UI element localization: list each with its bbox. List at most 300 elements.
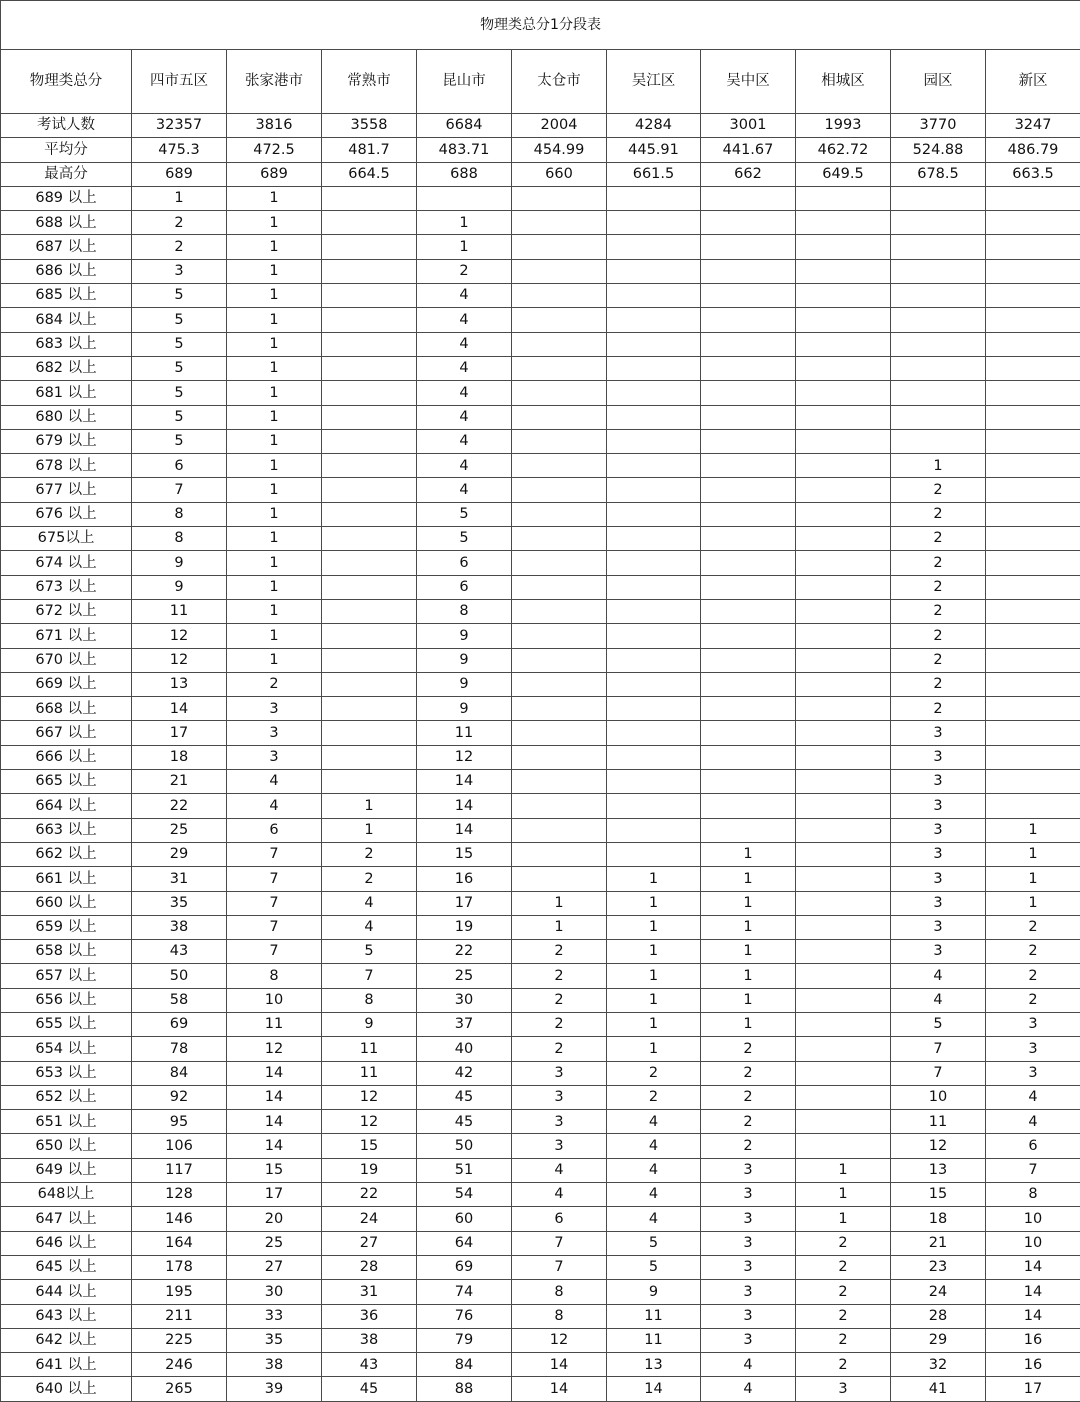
count-cell [796,915,891,939]
table-row [1,1061,1080,1085]
count-cell [701,697,796,721]
count-cell [796,818,891,842]
count-cell [701,575,796,599]
count-cell: 14 [986,1255,1080,1279]
stat-cell: 689 [227,162,322,186]
count-cell: 1 [607,988,701,1012]
count-cell: 5 [607,1231,701,1255]
count-cell [986,356,1080,380]
count-cell: 17 [417,891,512,915]
stat-cell: 486.79 [986,138,1080,162]
count-cell [512,454,607,478]
count-cell [417,186,512,210]
count-cell: 30 [227,1280,322,1304]
count-cell [986,235,1080,259]
count-cell [607,356,701,380]
count-cell: 7 [986,1158,1080,1182]
count-cell [512,721,607,745]
count-cell: 7 [227,842,322,866]
count-cell [322,478,417,502]
count-cell [607,624,701,648]
stat-label: 最高分 [1,162,132,186]
count-cell: 31 [132,867,227,891]
count-cell: 3 [701,1158,796,1182]
count-cell: 12 [322,1110,417,1134]
count-cell: 14 [417,818,512,842]
count-cell [322,284,417,308]
count-cell [322,356,417,380]
count-cell [322,259,417,283]
count-cell: 2 [891,575,986,599]
count-cell [701,454,796,478]
count-cell: 9 [417,648,512,672]
count-cell [796,429,891,453]
count-cell [891,429,986,453]
count-cell [986,405,1080,429]
count-cell [322,186,417,210]
table-row [1,697,1080,721]
count-cell [512,672,607,696]
count-cell: 4 [417,284,512,308]
count-cell [322,721,417,745]
count-cell [701,308,796,332]
table-row [1,454,1080,478]
score-band-label: 670 以上 [1,648,132,672]
stat-row [1,162,1080,186]
count-cell: 9 [417,672,512,696]
table-row [1,405,1080,429]
count-cell [512,867,607,891]
stat-cell: 688 [417,162,512,186]
count-cell: 1 [701,915,796,939]
stat-cell: 3770 [891,114,986,138]
count-cell [607,842,701,866]
stat-row [1,114,1080,138]
count-cell: 2 [701,1085,796,1109]
count-cell [701,259,796,283]
count-cell: 10 [891,1085,986,1109]
count-cell: 14 [986,1304,1080,1328]
table-row [1,891,1080,915]
count-cell [986,381,1080,405]
count-cell [986,186,1080,210]
count-cell: 22 [322,1183,417,1207]
count-cell: 3 [701,1255,796,1279]
count-cell [986,599,1080,623]
header-district: 常熟市 [322,50,417,114]
header-district: 吴江区 [607,50,701,114]
count-cell: 17 [132,721,227,745]
count-cell: 3 [891,867,986,891]
count-cell [796,624,891,648]
table-row [1,1158,1080,1182]
count-cell: 1 [607,964,701,988]
table-row [1,551,1080,575]
count-cell [512,429,607,453]
stat-cell: 483.71 [417,138,512,162]
count-cell: 14 [607,1377,701,1401]
count-cell [701,721,796,745]
count-cell: 4 [417,429,512,453]
stat-cell: 3001 [701,114,796,138]
count-cell: 7 [227,940,322,964]
count-cell [322,381,417,405]
count-cell [796,1085,891,1109]
count-cell [512,235,607,259]
count-cell [701,356,796,380]
count-cell [796,672,891,696]
table-row [1,818,1080,842]
count-cell: 45 [417,1110,512,1134]
score-band-label: 653 以上 [1,1061,132,1085]
count-cell: 3 [701,1207,796,1231]
table-row [1,259,1080,283]
table-row [1,502,1080,526]
table-row [1,648,1080,672]
count-cell: 1 [986,891,1080,915]
count-cell: 14 [227,1085,322,1109]
count-cell: 1 [701,940,796,964]
count-cell [607,818,701,842]
count-cell: 28 [322,1255,417,1279]
count-cell: 9 [417,624,512,648]
count-cell: 1 [227,235,322,259]
count-cell: 12 [227,1037,322,1061]
count-cell [607,186,701,210]
count-cell [986,308,1080,332]
count-cell: 4 [607,1110,701,1134]
count-cell: 8 [227,964,322,988]
score-band-label: 659 以上 [1,915,132,939]
count-cell: 8 [512,1280,607,1304]
stat-cell: 1993 [796,114,891,138]
stat-cell: 32357 [132,114,227,138]
count-cell: 246 [132,1353,227,1377]
count-cell: 3 [512,1061,607,1085]
table-row [1,211,1080,235]
count-cell [796,1134,891,1158]
count-cell: 54 [417,1183,512,1207]
score-band-label: 682 以上 [1,356,132,380]
count-cell: 2 [132,235,227,259]
count-cell: 3 [891,915,986,939]
count-cell: 11 [891,1110,986,1134]
table-row [1,1377,1080,1401]
count-cell [701,794,796,818]
count-cell [512,381,607,405]
table-row [1,794,1080,818]
count-cell: 3 [227,697,322,721]
count-cell: 9 [132,575,227,599]
count-cell [512,551,607,575]
count-cell: 3 [986,1061,1080,1085]
count-cell [607,381,701,405]
count-cell: 5 [607,1255,701,1279]
count-cell: 3 [701,1328,796,1352]
count-cell: 3 [227,721,322,745]
count-cell: 1 [227,502,322,526]
table-row [1,721,1080,745]
count-cell [891,381,986,405]
count-cell: 5 [322,940,417,964]
count-cell [796,599,891,623]
count-cell: 38 [322,1328,417,1352]
count-cell: 33 [227,1304,322,1328]
count-cell: 5 [132,381,227,405]
count-cell: 1 [512,891,607,915]
count-cell: 106 [132,1134,227,1158]
header-district: 太仓市 [512,50,607,114]
count-cell: 5 [417,502,512,526]
count-cell [512,405,607,429]
count-cell [796,794,891,818]
count-cell [796,478,891,502]
count-cell: 2 [132,211,227,235]
header-district: 相城区 [796,50,891,114]
score-band-label: 664 以上 [1,794,132,818]
table-row [1,1037,1080,1061]
count-cell [796,988,891,1012]
count-cell: 2 [512,940,607,964]
table-row [1,1012,1080,1036]
table-row [1,575,1080,599]
count-cell: 5 [132,332,227,356]
count-cell [512,211,607,235]
score-band-label: 684 以上 [1,308,132,332]
count-cell [512,332,607,356]
count-cell: 84 [132,1061,227,1085]
table-row [1,527,1080,551]
count-cell: 2 [512,964,607,988]
count-cell [512,259,607,283]
count-cell: 14 [227,1134,322,1158]
count-cell: 5 [132,429,227,453]
count-cell: 4 [701,1353,796,1377]
count-cell [701,527,796,551]
score-band-label: 678 以上 [1,454,132,478]
count-cell [701,332,796,356]
count-cell: 31 [322,1280,417,1304]
count-cell: 2 [607,1085,701,1109]
count-cell: 2 [986,915,1080,939]
count-cell: 1 [607,867,701,891]
table-row [1,599,1080,623]
table-row [1,988,1080,1012]
count-cell [701,745,796,769]
count-cell: 211 [132,1304,227,1328]
count-cell: 8 [132,502,227,526]
count-cell [701,672,796,696]
count-cell [512,697,607,721]
count-cell: 3 [986,1012,1080,1036]
count-cell: 4 [607,1158,701,1182]
count-cell: 3 [891,794,986,818]
count-cell: 4 [607,1134,701,1158]
count-cell [322,770,417,794]
stat-cell: 661.5 [607,162,701,186]
count-cell [512,599,607,623]
count-cell [322,672,417,696]
score-band-label: 669 以上 [1,672,132,696]
count-cell: 2 [322,842,417,866]
count-cell: 16 [986,1353,1080,1377]
count-cell [607,551,701,575]
count-cell [607,405,701,429]
count-cell: 20 [227,1207,322,1231]
count-cell: 3 [891,891,986,915]
count-cell [512,818,607,842]
count-cell [796,186,891,210]
count-cell: 2 [891,697,986,721]
count-cell [796,332,891,356]
count-cell: 1 [796,1207,891,1231]
count-cell: 1 [132,186,227,210]
count-cell: 11 [132,599,227,623]
count-cell: 28 [891,1304,986,1328]
count-cell: 17 [986,1377,1080,1401]
stat-cell: 3816 [227,114,322,138]
stat-cell: 3247 [986,114,1080,138]
table-row [1,1328,1080,1352]
count-cell [986,575,1080,599]
count-cell: 265 [132,1377,227,1401]
count-cell: 8 [986,1183,1080,1207]
score-band-label: 663 以上 [1,818,132,842]
count-cell: 4 [417,381,512,405]
count-cell [796,211,891,235]
count-cell [796,1012,891,1036]
count-cell: 6 [132,454,227,478]
count-cell: 9 [132,551,227,575]
stat-cell: 689 [132,162,227,186]
count-cell: 21 [132,770,227,794]
count-cell: 2 [417,259,512,283]
count-cell: 1 [227,527,322,551]
table-row [1,356,1080,380]
count-cell: 60 [417,1207,512,1231]
count-cell: 5 [417,527,512,551]
count-cell: 4 [417,332,512,356]
count-cell [607,794,701,818]
count-cell: 2 [796,1280,891,1304]
count-cell: 7 [512,1255,607,1279]
score-band-label: 652 以上 [1,1085,132,1109]
count-cell: 15 [227,1158,322,1182]
score-band-label: 657 以上 [1,964,132,988]
count-cell [701,502,796,526]
count-cell: 7 [322,964,417,988]
count-cell: 8 [417,599,512,623]
count-cell: 11 [322,1061,417,1085]
count-cell: 2 [512,988,607,1012]
count-cell: 3 [891,842,986,866]
stat-cell: 475.3 [132,138,227,162]
count-cell: 12 [512,1328,607,1352]
count-cell: 1 [322,818,417,842]
count-cell: 14 [227,1110,322,1134]
table-row [1,1085,1080,1109]
count-cell [607,672,701,696]
count-cell [891,235,986,259]
score-band-label: 660 以上 [1,891,132,915]
count-cell: 7 [227,891,322,915]
count-cell: 2 [891,527,986,551]
count-cell: 3 [701,1280,796,1304]
table-row [1,429,1080,453]
count-cell: 11 [417,721,512,745]
count-cell [796,940,891,964]
count-cell: 117 [132,1158,227,1182]
count-cell: 3 [701,1304,796,1328]
count-cell: 1 [796,1158,891,1182]
count-cell [796,235,891,259]
stat-cell: 454.99 [512,138,607,162]
count-cell: 1 [227,648,322,672]
count-cell: 11 [322,1037,417,1061]
count-cell [322,429,417,453]
count-cell [607,527,701,551]
count-cell: 2 [891,599,986,623]
table-row [1,1231,1080,1255]
count-cell: 2 [701,1061,796,1085]
count-cell: 8 [322,988,417,1012]
count-cell: 24 [322,1207,417,1231]
count-cell: 3 [891,818,986,842]
count-cell: 2 [701,1037,796,1061]
count-cell: 22 [417,940,512,964]
count-cell [322,624,417,648]
count-cell [322,454,417,478]
count-cell [986,454,1080,478]
count-cell: 11 [607,1304,701,1328]
stat-cell: 663.5 [986,162,1080,186]
count-cell: 1 [701,842,796,866]
count-cell [701,818,796,842]
score-band-label: 650 以上 [1,1134,132,1158]
stat-cell: 472.5 [227,138,322,162]
count-cell: 1 [701,964,796,988]
count-cell: 16 [986,1328,1080,1352]
count-cell: 2 [891,502,986,526]
count-cell: 1 [227,211,322,235]
count-cell: 1 [701,1012,796,1036]
table-row [1,624,1080,648]
count-cell: 1 [227,575,322,599]
count-cell: 1 [227,259,322,283]
count-cell [891,356,986,380]
count-cell [607,211,701,235]
count-cell: 7 [227,867,322,891]
count-cell [607,454,701,478]
score-band-label: 668 以上 [1,697,132,721]
count-cell: 1 [322,794,417,818]
count-cell: 1 [607,1012,701,1036]
count-cell [796,502,891,526]
count-cell: 42 [417,1061,512,1085]
count-cell: 92 [132,1085,227,1109]
count-cell [322,502,417,526]
count-cell [891,405,986,429]
score-band-label: 661 以上 [1,867,132,891]
count-cell: 1 [701,867,796,891]
score-band-label: 654 以上 [1,1037,132,1061]
count-cell [796,1110,891,1134]
count-cell: 10 [986,1207,1080,1231]
count-cell: 2 [701,1134,796,1158]
count-cell [986,697,1080,721]
count-cell: 4 [322,915,417,939]
count-cell: 2 [227,672,322,696]
